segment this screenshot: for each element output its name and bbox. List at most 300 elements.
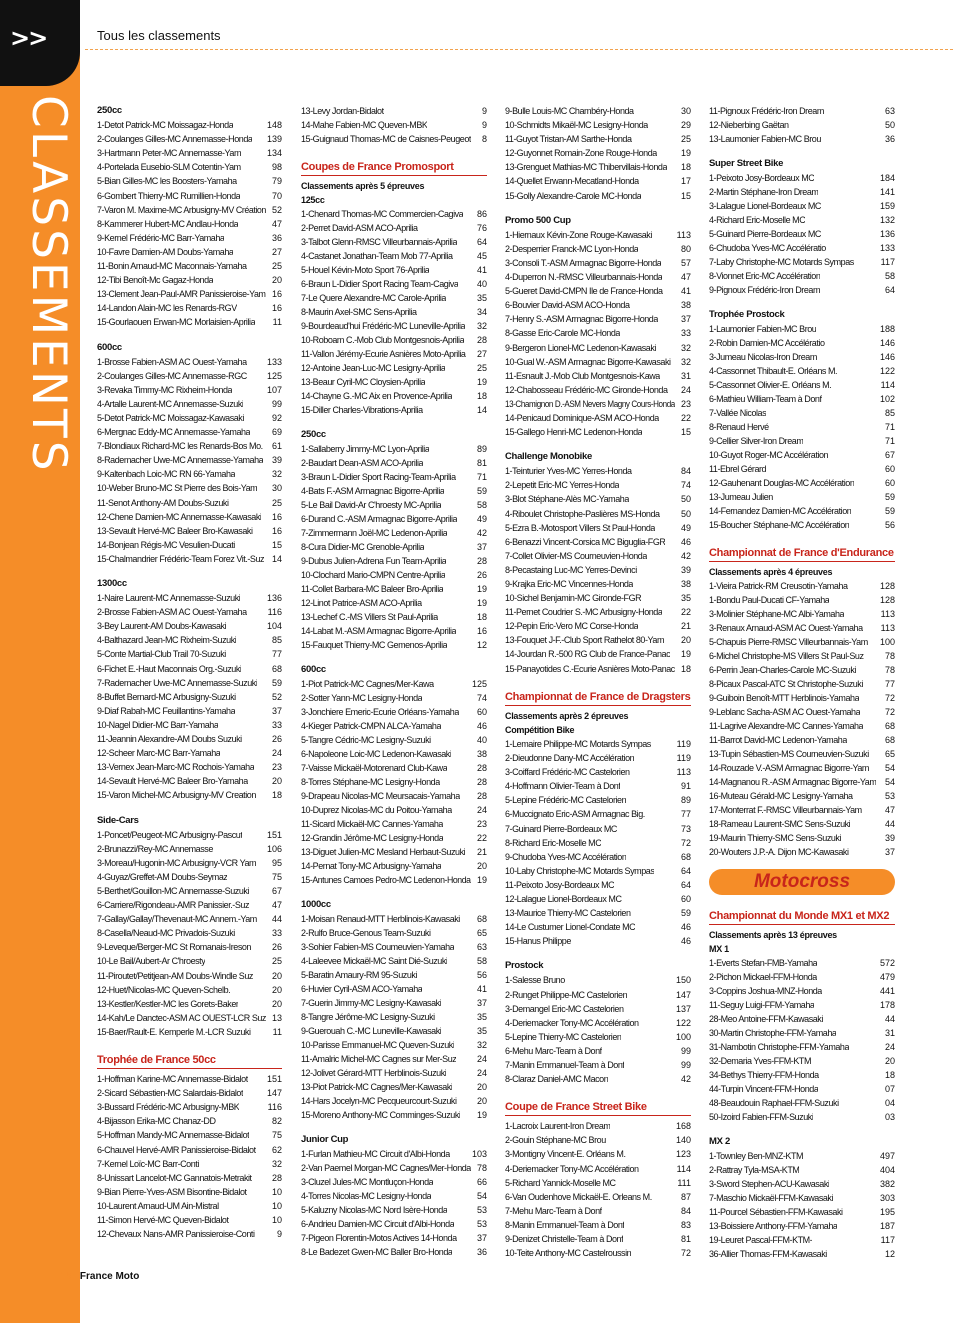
result-row (505, 1016, 691, 1030)
points: 24 (680, 384, 691, 395)
result-row (301, 733, 487, 747)
result-row (97, 439, 282, 453)
result-row (97, 453, 282, 467)
points: 117 (880, 257, 895, 267)
result-row (97, 146, 282, 160)
rider-name: 6-Van Oudenhove Mickaël-E. Orleans M. (505, 1191, 652, 1202)
points: 68 (271, 663, 282, 674)
result-row (505, 326, 691, 340)
points: 42 (680, 1074, 691, 1085)
championship-title: Championnat de France de Dragsters (505, 690, 691, 706)
points: 404 (879, 1165, 895, 1175)
rider-name: 15-Hanus Philippe (505, 936, 571, 947)
points: 19 (476, 875, 487, 885)
rider-name: 11-Senot Anthony-AM Doubs-Suzuki (97, 497, 229, 508)
result-row (97, 397, 282, 411)
points: 31 (680, 370, 691, 381)
rider-name: 32-Demaria Yves-FFM-KTM (709, 1056, 812, 1066)
rider-name: 3-Lalague Lionel-Bordeaux MC (709, 201, 821, 211)
points: 47 (680, 272, 691, 283)
points: 42 (476, 528, 487, 538)
rider-name: 4-Bats F.-ASM Armagnac Bigorre-Aprilia (301, 486, 445, 496)
rider-name: 10-Laby Christophe-MC Motards Sympas (505, 865, 655, 876)
rider-name: 12-Jolivet Gérard-MTT Herblinois-Suzuki (301, 1068, 447, 1078)
points: 20 (271, 776, 282, 787)
result-row (505, 779, 691, 793)
result-row (709, 504, 895, 518)
points: 497 (879, 1151, 895, 1161)
points: 20 (271, 998, 282, 1009)
rider-name: 4-Hoffmann Olivier-Team à Donf (505, 781, 621, 792)
result-row (301, 691, 487, 705)
rider-name: 7-Vaisse Mickaël-Motorenard Club-Kawa (301, 763, 448, 773)
result-row (505, 397, 691, 411)
rider-name: 12-Antoine Jean-Luc-MC Lesigny-Aprilia (301, 363, 446, 373)
result-row (505, 411, 691, 425)
result-row (505, 118, 691, 132)
result-row (709, 462, 895, 476)
rider-name: 14-Hars Jocelyn-MC Pecqueurcourt-Suzuki (301, 1096, 457, 1106)
points: 29 (680, 120, 691, 131)
result-row (709, 1040, 895, 1054)
points: 71 (884, 422, 895, 432)
rider-name: 11-Jeannin Alexandre-AM Doubs Suzuki (97, 734, 242, 745)
rider-name: 6-Michel Christophe-MS Villers St Paul-Suz (709, 651, 864, 661)
result-row (709, 104, 895, 118)
rider-name: 15-Varon Michel-MC Arbusigny-MV Creation (97, 790, 256, 801)
tab-corner (0, 0, 80, 86)
points: 28 (476, 791, 487, 801)
rider-name: 2-Pichon Mickael-FFM-Honda (709, 972, 817, 982)
points: 123 (675, 1149, 691, 1160)
rider-name: 5-Guinard Pierre-Bordeaux MC (709, 229, 821, 239)
rider-name: 7-Laby Christophe-MC Motards Sympas (709, 257, 854, 267)
result-row (301, 249, 487, 263)
result-row (709, 817, 895, 831)
points: 60 (884, 478, 895, 488)
result-row (97, 411, 282, 425)
points: 65 (884, 749, 895, 759)
championship-title: Trophée de France 50cc (97, 1053, 282, 1069)
points: 99 (680, 1060, 691, 1070)
result-row (97, 1213, 282, 1227)
rider-name: 15-Panayotides C.-Ecurie Asnières Moto-Panac (505, 663, 675, 674)
rider-name: 9-Bourdeaud'hui Frédéric-MC Luneville-Aprilia (301, 321, 466, 331)
points: 53 (884, 791, 895, 801)
result-row (301, 1024, 487, 1038)
points: 46 (680, 922, 691, 933)
result-row (97, 425, 282, 439)
result-row (301, 789, 487, 803)
rider-name: 12-Chabosseau Frédéric-MC Gironde-Honda (505, 384, 668, 395)
rider-name: 15-Gourlaouen Erwan-MC Morlaisien-Aprilia (97, 317, 256, 328)
points: 38 (476, 749, 487, 759)
result-row (301, 347, 487, 361)
rider-name: 3-Renaux Arnaud-ASM AC Ouest-Yamaha (709, 623, 863, 633)
rider-name: 15-Antunes Camoes Pedro-MC Ledenon-Honda (301, 875, 471, 885)
points: 33 (271, 928, 282, 939)
result-row (505, 1147, 691, 1161)
rider-name: 5-Kaluzny Nicolas-MC Nord Isère-Honda (301, 1205, 448, 1215)
points: 178 (879, 1000, 895, 1010)
result-row (97, 997, 282, 1011)
result-row (301, 554, 487, 568)
result-row (97, 647, 282, 661)
category-subheading: Classements après 4 épreuves (709, 567, 833, 577)
rider-name: 10-Guyot Roger-MC Accélération (709, 450, 829, 460)
points: 58 (884, 271, 895, 281)
result-row (301, 775, 487, 789)
points: 50 (680, 508, 691, 519)
points: 23 (271, 762, 282, 773)
points: 42 (680, 550, 691, 561)
points: 91 (680, 781, 691, 792)
points: 47 (271, 218, 282, 229)
rider-name: 6-Chauvel Hervé-AMR Panissieroise-Bidalot (97, 1144, 256, 1155)
points: 133 (266, 356, 282, 367)
result-row (301, 582, 487, 596)
result-row (505, 312, 691, 326)
points: 15 (680, 427, 691, 438)
points: 26 (271, 942, 282, 953)
points: 35 (476, 1012, 487, 1022)
points: 20 (476, 1082, 487, 1092)
rider-name: 3-Sohier Fabien-MS Coumeuvien-Yamaha (301, 942, 455, 952)
result-row (505, 341, 691, 355)
rider-name: 10-Le Bail/Aubert-Ar C'hroesty (97, 956, 206, 967)
result-row (505, 864, 691, 878)
category-subheading: 125cc (301, 195, 325, 205)
rider-name: 2-Sotter Yann-MC Lesigny-Honda (301, 693, 423, 703)
points: 139 (266, 134, 282, 145)
points: 84 (680, 1205, 691, 1216)
result-row (301, 968, 487, 982)
rider-name: 5-Lepine Thierry-MC Castelorien (505, 1031, 622, 1042)
rider-name: 1-Sallaberry Jimmy-MC Lyon-Aprilia (301, 444, 430, 454)
points: 122 (879, 366, 895, 376)
points: 23 (680, 398, 691, 409)
result-row (505, 256, 691, 270)
points: 68 (884, 735, 895, 745)
result-row (97, 231, 282, 245)
rider-name: 4-Kieger Patrick-CMPN ALCA-Yamaha (301, 721, 442, 731)
rider-name: 4-Duperron N.-RMSC Villeurbannais-Honda (505, 272, 663, 283)
points: 10 (271, 1215, 282, 1226)
points: 12 (884, 1249, 895, 1259)
rider-name: 3-Cluzel Jules-MC Montluçon-Honda (301, 1177, 434, 1187)
points: 113 (880, 623, 895, 633)
result-row (505, 1190, 691, 1204)
rider-name: 6-Mehu Marc-Team à Donf (505, 1045, 602, 1056)
points: 37 (476, 998, 487, 1008)
points: 19 (476, 1110, 487, 1120)
rider-name: 9-Kernel Frédéric-MC Barr-Yamaha (97, 232, 225, 243)
result-row (709, 283, 895, 297)
rider-name: 28-Meo Antoine-FFM-Kawasaki (709, 1014, 823, 1024)
result-row (301, 235, 487, 249)
points: 24 (476, 1054, 487, 1064)
rider-name: 14-Magnanou R.-ASM Armagnac Bigorre-Yam (709, 777, 877, 787)
result-row (709, 1219, 895, 1233)
points: 11 (272, 317, 282, 328)
points: 119 (676, 738, 691, 749)
rider-name: 9-Bulle Louis-MC Chambéry-Honda (505, 106, 634, 116)
points: 41 (476, 265, 487, 275)
result-row (301, 1147, 487, 1161)
points: 26 (271, 734, 282, 745)
result-row (709, 406, 895, 420)
rider-name: 9-Guiboin Benoît-MTT Herblinois-Yamaha (709, 693, 860, 703)
result-row (97, 788, 282, 802)
motocross-banner: Motocross (709, 869, 895, 895)
points: 95 (271, 857, 282, 868)
rider-name: 19-Maurin Thierry-SMC Sens-Suzuki (709, 833, 842, 843)
result-row (301, 498, 487, 512)
result-row (505, 1044, 691, 1058)
result-row (505, 647, 691, 661)
result-row (97, 856, 282, 870)
result-row (97, 315, 282, 329)
result-row (97, 983, 282, 997)
result-row (505, 920, 691, 934)
points: 32 (271, 1158, 282, 1169)
rider-name: 44-Turpin Vincent-FFM-Honda (709, 1084, 819, 1094)
points: 100 (879, 637, 895, 647)
rider-name: 3-Bussard Frédéric-MC Arbusigny-MBK (97, 1102, 240, 1113)
points: 53 (476, 1205, 487, 1215)
rider-name: 15-Chalmandrier Frédéric-Team Forez Vit.-Suz (97, 553, 265, 564)
section-label: CLASSEMENTS (21, 95, 76, 474)
result-row (709, 719, 895, 733)
points: 28 (476, 335, 487, 345)
rider-name: 1-Moisan Renaud-MTT Herblinois-Kawasaki (301, 914, 460, 924)
result-row (709, 1247, 895, 1261)
points: 54 (884, 763, 895, 773)
points: 14 (271, 553, 282, 564)
rider-name: 3-Blot Stéphane-Alès MC-Yamaha (505, 494, 629, 505)
points: 111 (677, 1177, 691, 1188)
rider-name: 11-Peixoto Josy-Bordeaux MC (505, 879, 615, 890)
result-row (709, 269, 895, 283)
points: 33 (680, 328, 691, 339)
result-row (709, 185, 895, 199)
points: 46 (476, 721, 487, 731)
rider-name: 9-Dubus Julien-Adrena Fun Team-Aprilia (301, 556, 447, 566)
result-row (97, 287, 282, 301)
rider-name: 15-Diller Charles-Vibrations-Aprilia (301, 405, 423, 415)
rider-name: 5-Chapuis Pierre-RMSC Villeurbannais-Yam (709, 637, 868, 647)
points: 20 (680, 635, 691, 646)
points: 44 (884, 1014, 895, 1024)
points: 47 (271, 900, 282, 911)
result-row (301, 1066, 487, 1080)
result-row (709, 476, 895, 490)
rider-name: 6-Mathieu William-Team à Donf (709, 394, 822, 404)
result-row (505, 619, 691, 633)
rider-name: 12-Grandin Jérôme-MC Lesigny-Honda (301, 833, 444, 843)
rider-name: 14-Rouzade V.-ASM Armagnac Bigorre-Yam (709, 763, 869, 773)
points: 98 (271, 162, 282, 173)
points: 65 (476, 928, 487, 938)
rider-name: 15-Boucher Stéphane-MC Accélération (709, 520, 850, 530)
points: 32 (476, 321, 487, 331)
championship-title: Coupes de France Promosport (301, 160, 487, 176)
points: 146 (879, 352, 895, 362)
result-row (97, 552, 282, 566)
rider-name: 4-Cassonnet Thibault-E. Orléans M. (709, 366, 838, 376)
points: 74 (680, 480, 691, 491)
result-row (709, 350, 895, 364)
result-row (709, 607, 895, 621)
result-row (709, 378, 895, 392)
points: 64 (476, 237, 487, 247)
rider-name: 13-Chamignon D.-ASM Nevers Magny Cours-Honda (505, 398, 675, 409)
category-subheading: MX 1 (709, 944, 729, 954)
points: 10 (271, 1186, 282, 1197)
rider-name: 1-Hoffman Karine-MC Annemasse-Bidalot (97, 1074, 248, 1085)
championship-title: Coupe de France Street Bike (505, 1100, 691, 1116)
points: 37 (476, 1233, 487, 1243)
points: 16 (271, 525, 282, 536)
result-row (97, 842, 282, 856)
result-row (301, 1203, 487, 1217)
rider-name: 13-Jumeau Julien (709, 492, 773, 502)
result-row (709, 118, 895, 132)
points: 19 (476, 598, 487, 608)
result-row (709, 1026, 895, 1040)
points: 33 (271, 719, 282, 730)
rider-name: 9-Krajka Eric-MC Vincennes-Honda (505, 579, 633, 589)
result-row (709, 490, 895, 504)
points: 99 (680, 1045, 691, 1056)
points: 22 (680, 412, 691, 423)
results-column-2 (301, 104, 487, 1259)
category-heading: 1000cc (301, 899, 331, 910)
rider-name: 7-Guerin Jimmy-MC Lesigny-Kawasaki (301, 998, 442, 1008)
result-row (301, 940, 487, 954)
points: 382 (879, 1179, 895, 1189)
result-row (505, 563, 691, 577)
points: 128 (879, 581, 895, 591)
result-row (97, 676, 282, 690)
category-heading: 600cc (301, 664, 326, 675)
rider-name: 8-Maurin Axel-SMC Sens-Aprilia (301, 307, 417, 317)
points: 60 (884, 464, 895, 474)
result-row (301, 118, 487, 132)
result-row (301, 1217, 487, 1231)
points: 116 (267, 607, 282, 618)
rider-name: 11-Collet Barbara-MC Baleer Bro-Aprilia (301, 584, 444, 594)
points: 35 (476, 1026, 487, 1036)
result-row (301, 624, 487, 638)
points: 195 (879, 1207, 895, 1217)
rider-name: 11-Esnault J.-Mob Club Montgesnois-Kawa (505, 370, 660, 381)
result-row (505, 425, 691, 439)
rider-name: 5-Hoffman Mandy-MC Annemasse-Bidalot (97, 1130, 250, 1141)
rider-name: 7-Vallée Nicolas (709, 408, 767, 418)
rider-name: 11-Simon Hervé-MC Queven-Bidalot (97, 1215, 229, 1226)
points: 19 (476, 377, 487, 387)
rider-name: 5-Gueret David-CMPN Ile de France-Honda (505, 286, 663, 297)
points: 50 (680, 494, 691, 505)
points: 85 (884, 408, 895, 418)
points: 92 (271, 412, 282, 423)
points: 113 (676, 229, 691, 240)
rider-name: 8-Manin Emmanuel-Team à Donf (505, 1219, 625, 1230)
result-row (301, 1175, 487, 1189)
result-row (709, 132, 895, 146)
rider-name: 2-Gouin Stéphane-MC Brou (505, 1135, 606, 1146)
result-row (505, 492, 691, 506)
points: 572 (879, 958, 895, 968)
points: 36 (884, 134, 895, 144)
result-row (505, 836, 691, 850)
rider-name: 3-Hartmann Peter-MC Annemasse-Yam (97, 148, 242, 159)
points: 13 (271, 1012, 282, 1023)
rider-name: 6-Andrieu Damien-MC Circuit d'Albi-Honda (301, 1219, 455, 1229)
points: 28 (476, 777, 487, 787)
rider-name: 2-Desperrier Franck-MC Lyon-Honda (505, 243, 639, 254)
result-row (97, 1128, 282, 1142)
result-row (505, 160, 691, 174)
points: 39 (680, 564, 691, 575)
category-heading: Promo 500 Cup (505, 214, 571, 226)
points: 18 (476, 612, 487, 622)
result-row (97, 662, 282, 676)
points: 34 (476, 307, 487, 317)
result-row (505, 355, 691, 369)
result-row (505, 822, 691, 836)
points: 80 (680, 243, 691, 254)
result-row (709, 984, 895, 998)
rider-name: 1-Hiernaux Kévin-Zone Rouge-Kawasaki (505, 229, 652, 240)
points: 21 (680, 621, 691, 632)
points: 16 (476, 626, 487, 636)
rider-name: 6-Bouvier David-ASM ACO-Honda (505, 300, 630, 311)
result-row (97, 301, 282, 315)
result-row (709, 705, 895, 719)
rider-name: 15-Gallego Henri-MC Ledenon-Honda (505, 427, 643, 438)
result-row (301, 845, 487, 859)
result-row (709, 518, 895, 532)
points: 25 (271, 261, 282, 272)
rider-name: 13-Diguet Julien-MC Mesland Herbaut-Suzuki (301, 847, 466, 857)
points: 76 (476, 223, 487, 233)
result-row (505, 104, 691, 118)
rider-name: 14-Mahe Fabien-MC Queven-MBK (301, 120, 428, 130)
result-row (709, 747, 895, 761)
page-title: Tous les classements (97, 28, 221, 43)
points: 52 (271, 691, 282, 702)
points: 122 (675, 1017, 691, 1028)
result-row (301, 761, 487, 775)
points: 10 (271, 1200, 282, 1211)
points: 168 (675, 1121, 691, 1132)
result-row (709, 1233, 895, 1247)
result-row (97, 383, 282, 397)
result-row (709, 663, 895, 677)
result-row (709, 1068, 895, 1082)
result-row (301, 277, 487, 291)
points: 87 (680, 1191, 691, 1202)
rider-name: 9-Chudoba Yves-MC Accélération (505, 851, 627, 862)
result-row (301, 1080, 487, 1094)
rider-name: 2-Van Paemel Morgan-MC Cagnes/Mer-Honda (301, 1163, 471, 1173)
rider-name: 2-Coulanges Gilles-MC Annemasse-RGC (97, 370, 247, 381)
result-row (97, 828, 282, 842)
rider-name: 9-Leveque/Berger-MC St Romanais-Ireson (97, 942, 251, 953)
result-row (709, 392, 895, 406)
